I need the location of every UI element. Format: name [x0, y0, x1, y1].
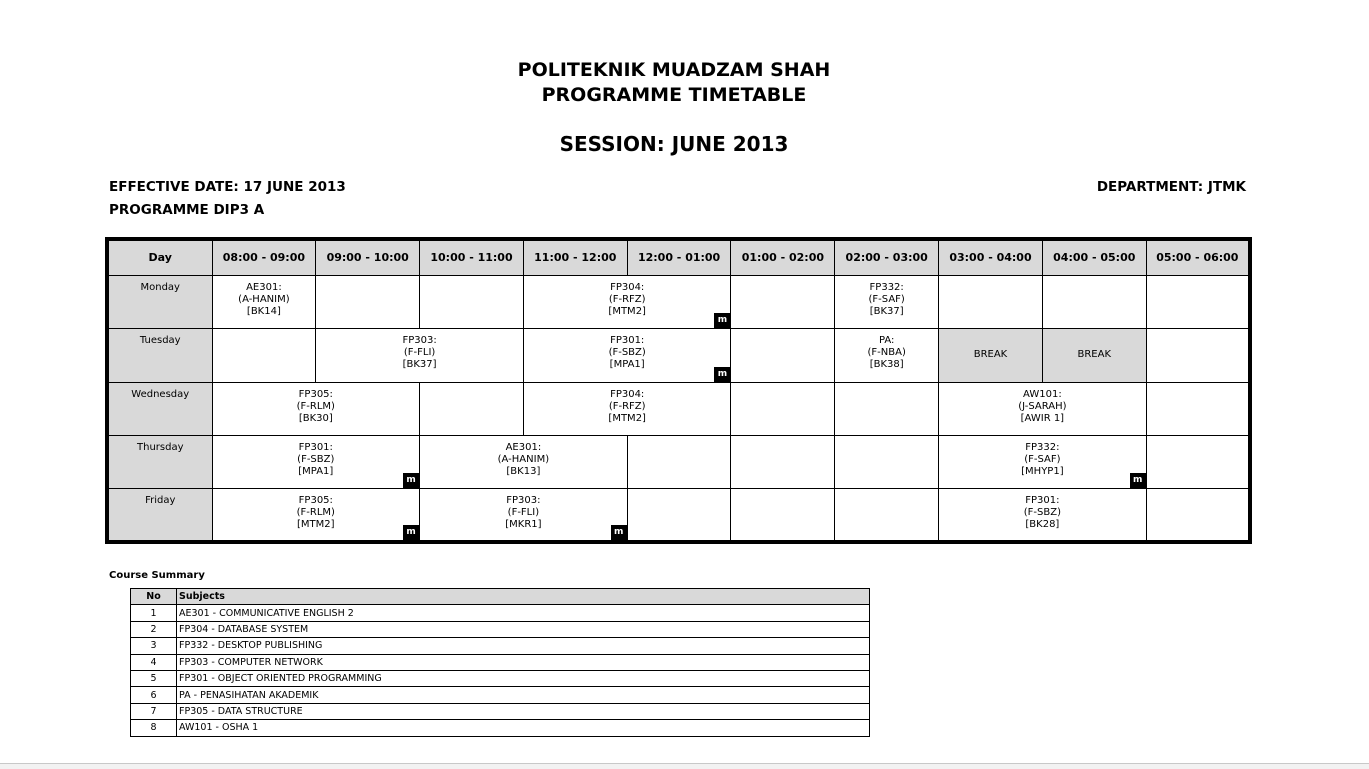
course-code: FP304: [610, 282, 645, 293]
class-slot [523, 382, 731, 435]
course-subject: PA - PENASIHATAN AKADEMIK [177, 687, 870, 703]
timetable-row [107, 276, 1250, 329]
room-code: [BK28] [1025, 519, 1060, 531]
timetable-header-row [107, 239, 1250, 276]
time-slot-header: 02:00 - 03:00 [835, 239, 939, 276]
course-code: FP304: [610, 388, 645, 400]
empty-slot [835, 489, 939, 542]
marker-badge: m [403, 525, 419, 540]
class-slot [939, 382, 1147, 435]
room-code: [MTM2] [608, 306, 646, 317]
class-slot [523, 329, 731, 382]
timetable-row [107, 489, 1250, 542]
course-number: 4 [131, 654, 177, 670]
empty-slot [420, 382, 524, 435]
lecturer-code: (F-SBZ) [1023, 507, 1061, 519]
course-number: 6 [131, 687, 177, 703]
empty-slot [731, 489, 835, 542]
empty-slot [627, 489, 731, 542]
room-code: [MHYP1] [1021, 465, 1064, 477]
course-summary-row [131, 703, 870, 719]
room-code: [AWIR 1] [1020, 412, 1065, 424]
empty-slot [1042, 276, 1146, 329]
course-code: AE301: [505, 441, 542, 453]
class-slot [523, 276, 731, 329]
class-slot [212, 276, 316, 329]
lecturer-code: (F-RFZ) [608, 294, 646, 305]
lecturer-code: (F-RLM) [296, 400, 335, 412]
class-slot [835, 329, 939, 382]
empty-slot [835, 382, 939, 435]
lecturer-code: (F-RFZ) [608, 400, 646, 412]
room-code: [BK37] [869, 306, 904, 317]
lecturer-code: (F-SBZ) [297, 453, 335, 465]
timetable-row [107, 435, 1250, 488]
empty-slot [1146, 329, 1250, 382]
course-code: FP305: [298, 495, 333, 507]
course-subject: AE301 - COMMUNICATIVE ENGLISH 2 [177, 605, 870, 621]
lecturer-code: (F-NBA) [867, 347, 906, 359]
course-summary-table [130, 588, 870, 737]
no-column-header: No [131, 589, 177, 605]
course-subject: FP332 - DESKTOP PUBLISHING [177, 638, 870, 654]
time-slot-header: 09:00 - 10:00 [316, 239, 420, 276]
class-slot [420, 489, 628, 542]
course-subject: FP303 - COMPUTER NETWORK [177, 654, 870, 670]
lecturer-code: (F-SBZ) [608, 347, 646, 359]
course-summary-row [131, 687, 870, 703]
course-number: 7 [131, 703, 177, 719]
break-slot: BREAK [1042, 329, 1146, 382]
course-code: AW101: [1023, 388, 1062, 400]
subjects-column-header: Subjects [177, 589, 870, 605]
lecturer-code: (F-SAF) [868, 294, 905, 305]
room-code: [BK30] [298, 412, 333, 424]
marker-badge: m [714, 367, 730, 382]
empty-slot [731, 276, 835, 329]
course-summary-row [131, 638, 870, 654]
time-slot-header: 10:00 - 11:00 [420, 239, 524, 276]
empty-slot [1146, 435, 1250, 488]
time-slot-header: 04:00 - 05:00 [1042, 239, 1146, 276]
course-summary-row [131, 621, 870, 637]
course-code: FP305: [298, 388, 333, 400]
course-summary-row [131, 605, 870, 621]
course-number: 2 [131, 621, 177, 637]
time-slot-header: 12:00 - 01:00 [627, 239, 731, 276]
course-subject: FP305 - DATA STRUCTURE [177, 703, 870, 719]
course-summary-row [131, 654, 870, 670]
day-label: Wednesday [107, 382, 212, 435]
course-number: 1 [131, 605, 177, 621]
room-code: [BK13] [506, 465, 541, 477]
empty-slot [1146, 382, 1250, 435]
day-column-header: Day [107, 239, 212, 276]
class-slot [212, 435, 420, 488]
course-code: FP301: [298, 441, 333, 453]
room-code: [BK37] [402, 359, 437, 371]
lecturer-code: (A-HANIM) [238, 294, 290, 305]
window-bottom-edge [0, 763, 1369, 769]
marker-badge: m [714, 313, 730, 328]
department-label: DEPARTMENT: JTMK [1096, 179, 1246, 195]
empty-slot [316, 276, 420, 329]
room-code: [BK14] [246, 306, 281, 317]
course-code: FP301: [1025, 495, 1060, 507]
empty-slot [212, 329, 316, 382]
class-slot [835, 276, 939, 329]
class-slot [212, 382, 420, 435]
course-number: 8 [131, 720, 177, 736]
lecturer-code: (F-FLI) [403, 347, 436, 359]
course-code: FP332: [1025, 441, 1060, 453]
institution-title: POLITEKNIK MUADZAM SHAH [517, 59, 831, 81]
course-summary-row [131, 670, 870, 686]
time-slot-header: 01:00 - 02:00 [731, 239, 835, 276]
day-label: Thursday [107, 435, 212, 488]
class-slot [420, 435, 628, 488]
room-code: [MKR1] [505, 519, 542, 531]
effective-date: EFFECTIVE DATE: 17 JUNE 2013 [109, 179, 346, 195]
course-code: FP303: [506, 495, 541, 507]
course-number: 5 [131, 670, 177, 686]
class-slot [939, 489, 1147, 542]
room-code: [MTM2] [297, 519, 335, 531]
course-subject: FP301 - OBJECT ORIENTED PROGRAMMING [177, 670, 870, 686]
course-code: FP301: [610, 335, 645, 347]
empty-slot [627, 435, 731, 488]
room-code: [BK38] [869, 359, 904, 371]
break-slot: BREAK [939, 329, 1043, 382]
marker-badge: m [1130, 473, 1146, 488]
empty-slot [731, 329, 835, 382]
programme-label: PROGRAMME DIP3 A [109, 202, 265, 218]
marker-badge: m [403, 473, 419, 488]
course-summary-title: Course Summary [109, 570, 205, 581]
lecturer-code: (F-SAF) [1024, 453, 1061, 465]
session-title: SESSION: JUNE 2013 [559, 132, 789, 156]
lecturer-code: (F-RLM) [296, 507, 335, 519]
empty-slot [939, 276, 1043, 329]
class-slot [939, 435, 1147, 488]
time-slot-header: 05:00 - 06:00 [1146, 239, 1250, 276]
empty-slot [731, 382, 835, 435]
course-subject: FP304 - DATABASE SYSTEM [177, 621, 870, 637]
time-slot-header: 03:00 - 04:00 [939, 239, 1043, 276]
course-code: FP303: [402, 335, 437, 347]
room-code: [MPA1] [609, 359, 645, 371]
timetable-row [107, 329, 1250, 382]
course-code: AE301: [246, 282, 282, 293]
course-number: 3 [131, 638, 177, 654]
room-code: [MPA1] [298, 465, 334, 477]
day-label: Tuesday [107, 329, 212, 382]
marker-badge: m [611, 525, 627, 540]
empty-slot [420, 276, 524, 329]
course-code: FP332: [869, 282, 904, 293]
room-code: [MTM2] [608, 412, 646, 424]
document-title: PROGRAMME TIMETABLE [541, 84, 807, 106]
course-subject: AW101 - OSHA 1 [177, 720, 870, 736]
timetable-row [107, 382, 1250, 435]
time-slot-header: 08:00 - 09:00 [212, 239, 316, 276]
time-slot-header: 11:00 - 12:00 [523, 239, 627, 276]
lecturer-code: (J-SARAH) [1018, 400, 1067, 412]
course-code: PA: [878, 335, 895, 347]
day-label: Friday [107, 489, 212, 542]
empty-slot [1146, 489, 1250, 542]
day-label: Monday [107, 276, 212, 329]
empty-slot [835, 435, 939, 488]
empty-slot [731, 435, 835, 488]
empty-slot [1146, 276, 1250, 329]
timetable-grid [105, 237, 1252, 544]
lecturer-code: (F-FLI) [507, 507, 540, 519]
class-slot [212, 489, 420, 542]
course-summary-header-row [131, 589, 870, 605]
lecturer-code: (A-HANIM) [497, 453, 550, 465]
class-slot [316, 329, 524, 382]
course-summary-row [131, 720, 870, 736]
